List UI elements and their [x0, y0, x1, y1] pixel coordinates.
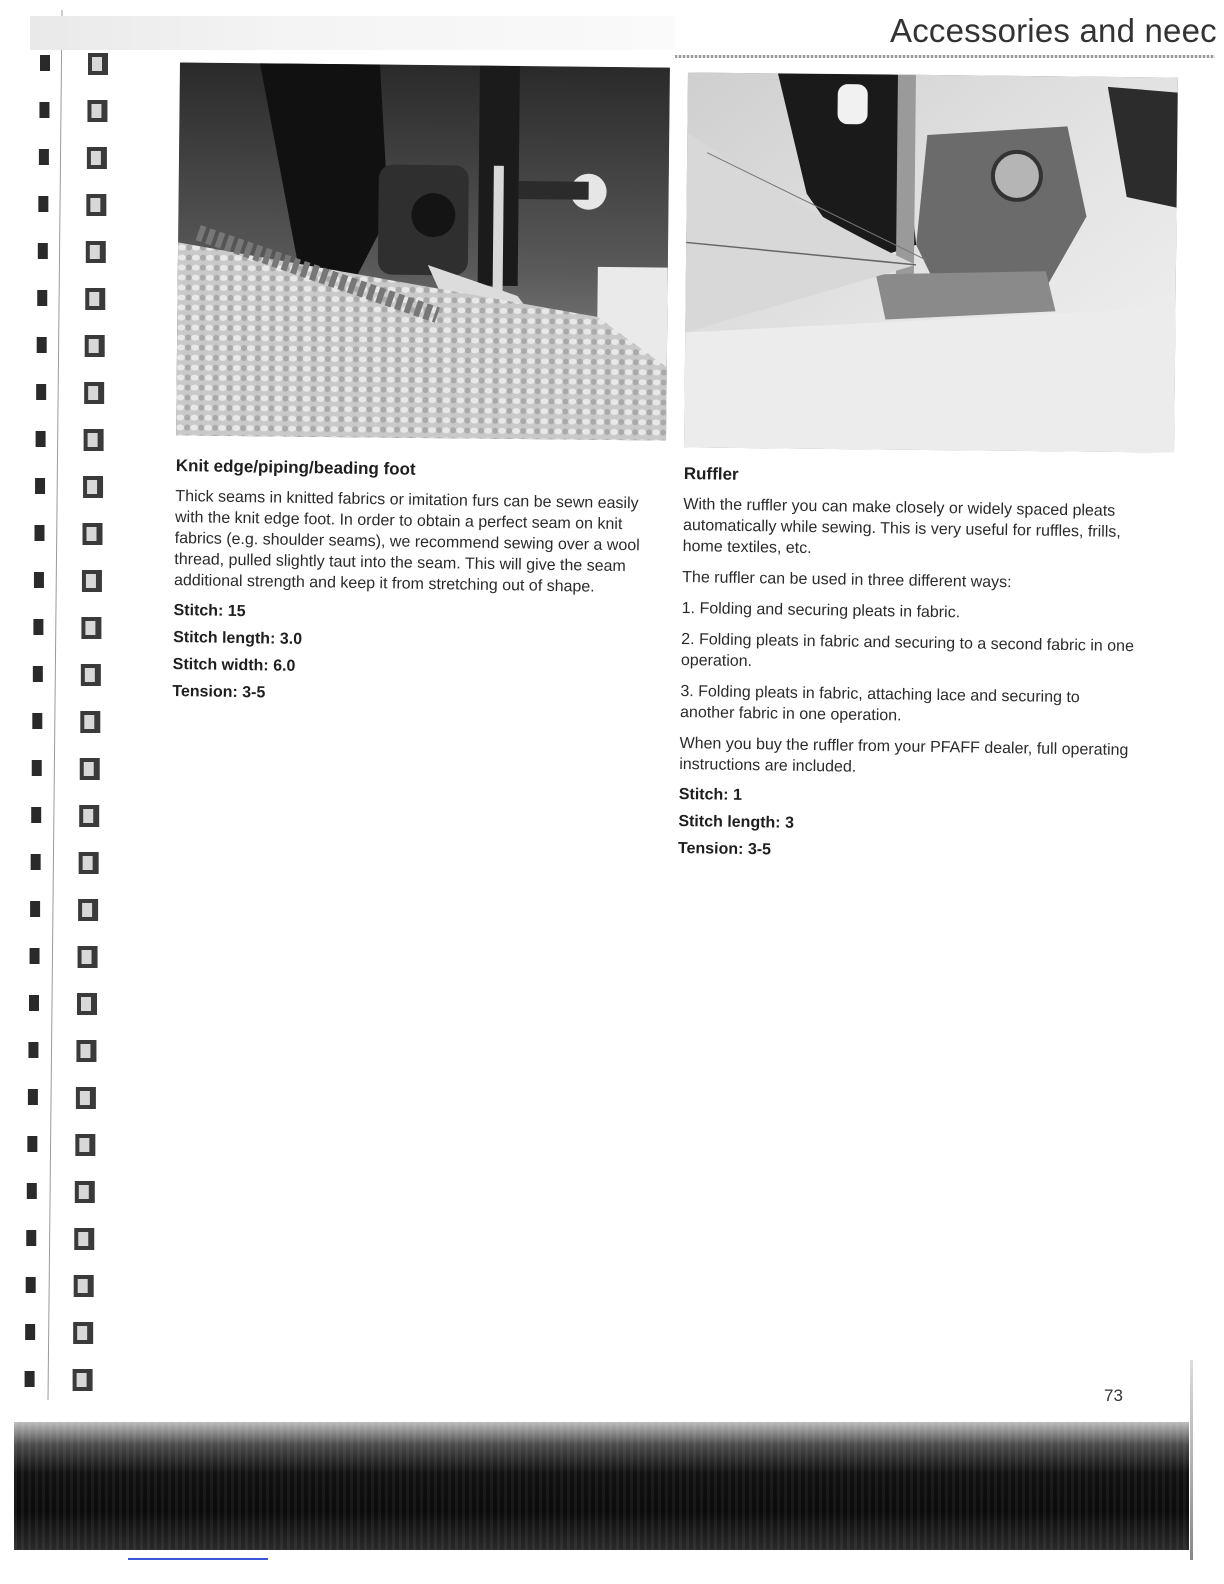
binding-ring [39, 147, 107, 169]
binding-ring [35, 476, 103, 498]
ruffler-way-item: 3. Folding pleats in fabric, attaching lace and securing to another fabric in one operation. [679, 682, 1080, 725]
binding-ring [25, 1322, 93, 1344]
spec-stitch: Stitch: 1 [678, 785, 743, 804]
binding-ring [37, 288, 105, 310]
ruffler-dealer-note: When you buy the ruffler from your PFAFF dealer, full operating instructions are included. [679, 734, 1129, 776]
page-edge-shadow [1190, 1360, 1193, 1560]
binding-ring [36, 429, 104, 451]
header-rule [675, 55, 1215, 58]
ruffler-heading: Ruffler [683, 464, 739, 484]
scan-bottom-band [14, 1422, 1189, 1550]
binding-ring [28, 1087, 96, 1109]
spec-stitch-length: Stitch length: 3.0 [173, 628, 303, 649]
ruffler-ways-intro: The ruffler can be used in three different ways: [682, 568, 1012, 592]
ruffler-section [678, 464, 1139, 873]
bottom-underline [128, 1558, 268, 1560]
binding-ring [29, 993, 97, 1015]
binding-ring [27, 1181, 95, 1203]
knit-edge-foot-section [172, 456, 656, 717]
binding-ring [26, 1228, 94, 1250]
binding-ring [32, 711, 100, 733]
spec-stitch-length: Stitch length: 3 [678, 812, 795, 832]
binding-ring [25, 1369, 93, 1391]
binding-ring [38, 194, 106, 216]
ruffler-photo [684, 72, 1178, 452]
binding-ring [35, 523, 103, 545]
binding-spine [48, 10, 62, 1400]
knit-edge-foot-heading: Knit edge/piping/beading foot [175, 456, 416, 479]
binding-ring [33, 664, 101, 686]
knit-edge-foot-description: Thick seams in knitted fabrics or imitation furs can be sewn easily with the knit edge foot. In order to obtain a perfect seam on knit fabrics (e.g. shoulder seams), we recommend sewing over a wool thread, pulled slightly taut into the seam. This will give the seam additional strength and keep it from stretching out of shape. [173, 487, 640, 596]
spec-stitch-width: Stitch width: 6.0 [172, 655, 296, 675]
spec-tension: Tension: 3-5 [677, 839, 772, 859]
binding-ring [32, 758, 100, 780]
binding-ring [38, 241, 106, 263]
binding-ring [37, 335, 105, 357]
binding-ring [31, 852, 99, 874]
binding-ring [30, 899, 98, 921]
ruffler-way-item: 1. Folding and securing pleats in fabric. [681, 599, 961, 622]
binding-ring [31, 805, 99, 827]
binding-ring [39, 100, 107, 122]
spiral-binding [0, 0, 120, 1420]
knit-edge-foot-photo [176, 62, 670, 440]
binding-ring [27, 1134, 95, 1156]
binding-ring [40, 53, 108, 75]
binding-ring [26, 1275, 94, 1297]
binding-ring [33, 617, 101, 639]
spec-tension: Tension: 3-5 [172, 682, 266, 702]
header-strip [30, 16, 675, 50]
ruffler-intro: With the ruffler you can make closely or widely spaced pleats automatically while sewing. This is very useful for ruffles, frills, home textiles, etc. [682, 495, 1121, 558]
spec-stitch: Stitch: 15 [173, 601, 246, 621]
binding-ring [36, 382, 104, 404]
binding-ring [34, 570, 102, 592]
ruffler-way-item: 2. Folding pleats in fabric and securing to a second fabric in one operation. [680, 630, 1135, 671]
binding-ring [30, 946, 98, 968]
page-title: Accessories and neec [890, 12, 1217, 49]
page-number: 73 [1104, 1386, 1123, 1405]
binding-ring [28, 1040, 96, 1062]
